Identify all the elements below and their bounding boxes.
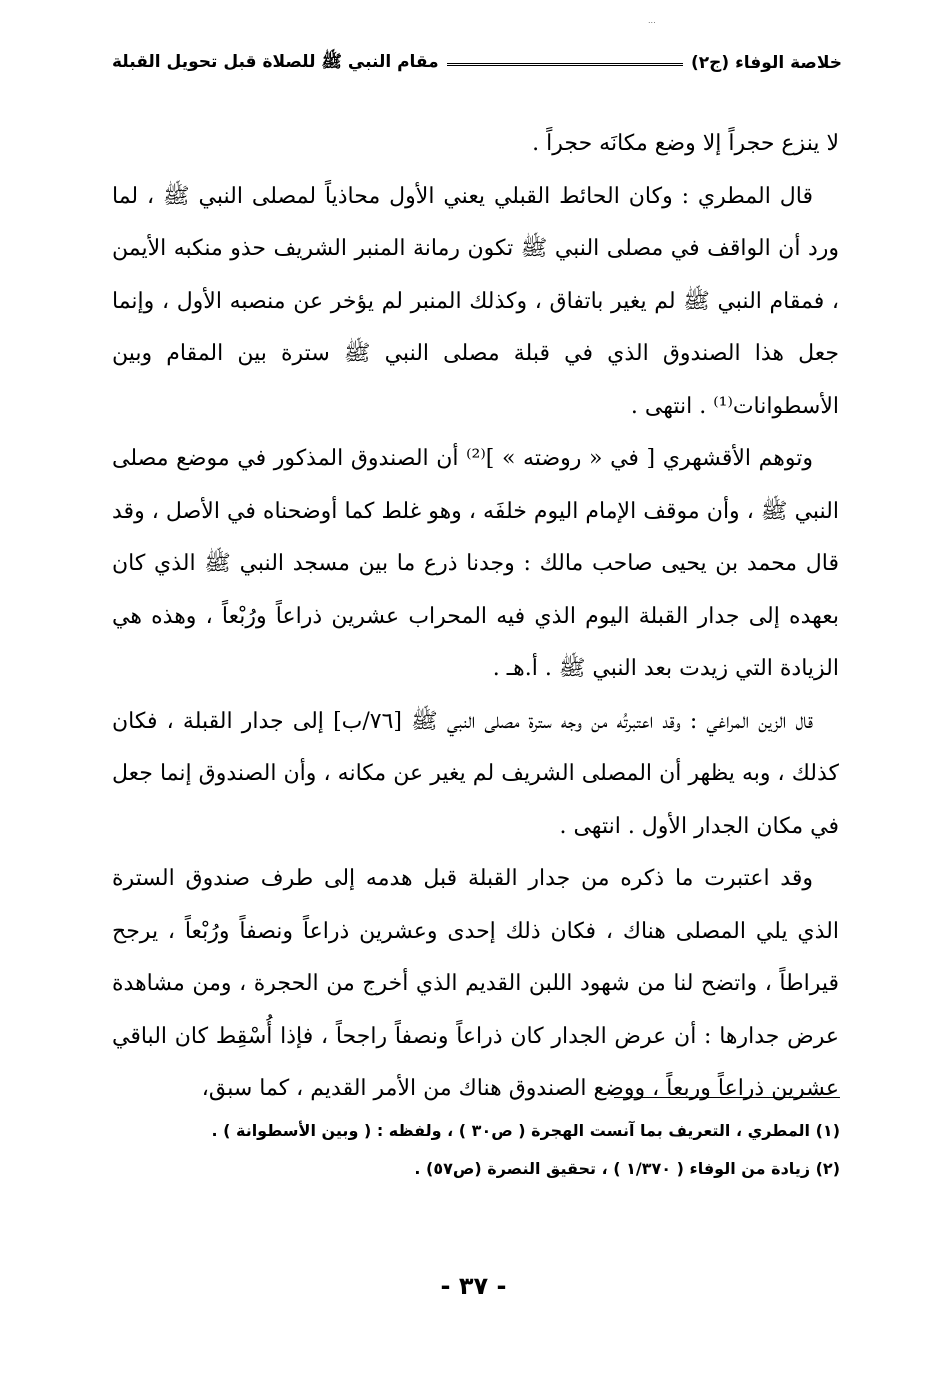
footnote-2: (٢) زيادة من الوفاء ( ١/٣٧٠ ) ، تحقيق النصرة (ص٥٧) . bbox=[414, 1159, 840, 1178]
section-title: مقام النبي ﷺ للصلاة قبل تحويل القبلة bbox=[112, 51, 439, 72]
book-title: خلاصة الوفاء (ج٢) bbox=[690, 53, 842, 73]
header-rule bbox=[447, 63, 683, 66]
paragraph-1: لا ينزع حجراً إلا وضع مكانَه حجراً . bbox=[532, 131, 839, 156]
running-header bbox=[112, 48, 842, 78]
scan-mark: ... bbox=[648, 16, 656, 25]
footnote-divider bbox=[614, 1097, 840, 1098]
paragraph-2: قال المطري : وكان الحائط القبلي يعني الأول محاذياً لمصلى النبي ﷺ ، لما ورد أن الواقف في مصلى النبي ﷺ تكون رمانة المنبر الشريف حذو منكبه الأيمن ، فمقام النبي ﷺ لم يغير باتفاق ، وكذلك المنبر لم يؤخر عن منصبه الأول ، وإنما جعل هذا الصندوق الذي في قبلة مصلى النبي ﷺ سترة بين المقام وبين الأسطوانات⁽¹⁾ . انتهى . bbox=[112, 183, 839, 419]
footnote-1: (١) المطري ، التعريف بما آنست الهجرة ( ص٣٠ ) ، ولفظه : ( وبين الأسطوانة ) . bbox=[211, 1121, 840, 1140]
page-number: - ٣٧ - bbox=[440, 1272, 507, 1300]
paragraph-4: قال الزين المراغي : وقد اعتبرتُه من وجه سترة مصلى النبي ﷺ [٧٦/ب] إلى جدار القبلة ، فكان كذلك ، وبه يظهر أن المصلى الشريف لم يغير عن مكانه ، وأن الصندوق إنما جعل في مكان الجدار الأول . انتهى . bbox=[112, 708, 839, 839]
paragraph-5: وقد اعتبرت ما ذكره من جدار القبلة قبل هدمه إلى طرف صندوق السترة الذي يلي المصلى هناك ، فكان ذلك إحدى وعشرين ذراعاً ونصفاً ورُبْعاً ، يرجح قيراطاً ، واتضح لنا من شهود اللبن القديم الذي أخرج من الحجرة ، ومن مشاهدة عرض جدارها : أن عرض الجدار كان ذراعاً ونصفاً راجحاً ، فإذا أُسْقِط كان الباقي عشرين ذراعاً وربعاً ، ووضع الصندوق هناك من الأمر القديم ، كما سبق، bbox=[112, 866, 839, 1101]
footnotes bbox=[200, 1112, 840, 1188]
main-text bbox=[112, 118, 839, 1116]
paragraph-3: وتوهم الأقشهري [ في « روضته » ]⁽²⁾ أن الصندوق المذكور في موضع مصلى النبي ﷺ ، وأن موقف الإمام اليوم خلفَه ، وهو غلط كما أوضحناه في الأصل ، وقد قال محمد بن يحيى صاحب مالك : وجدنا ذرع ما بين مسجد النبي ﷺ الذي كان بعهده إلى جدار القبلة اليوم الذي فيه المحراب عشرين ذراعاً ورُبْعاً ، وهذه هي الزيادة التي زيدت بعد النبي ﷺ . أ.هـ . bbox=[112, 446, 839, 681]
